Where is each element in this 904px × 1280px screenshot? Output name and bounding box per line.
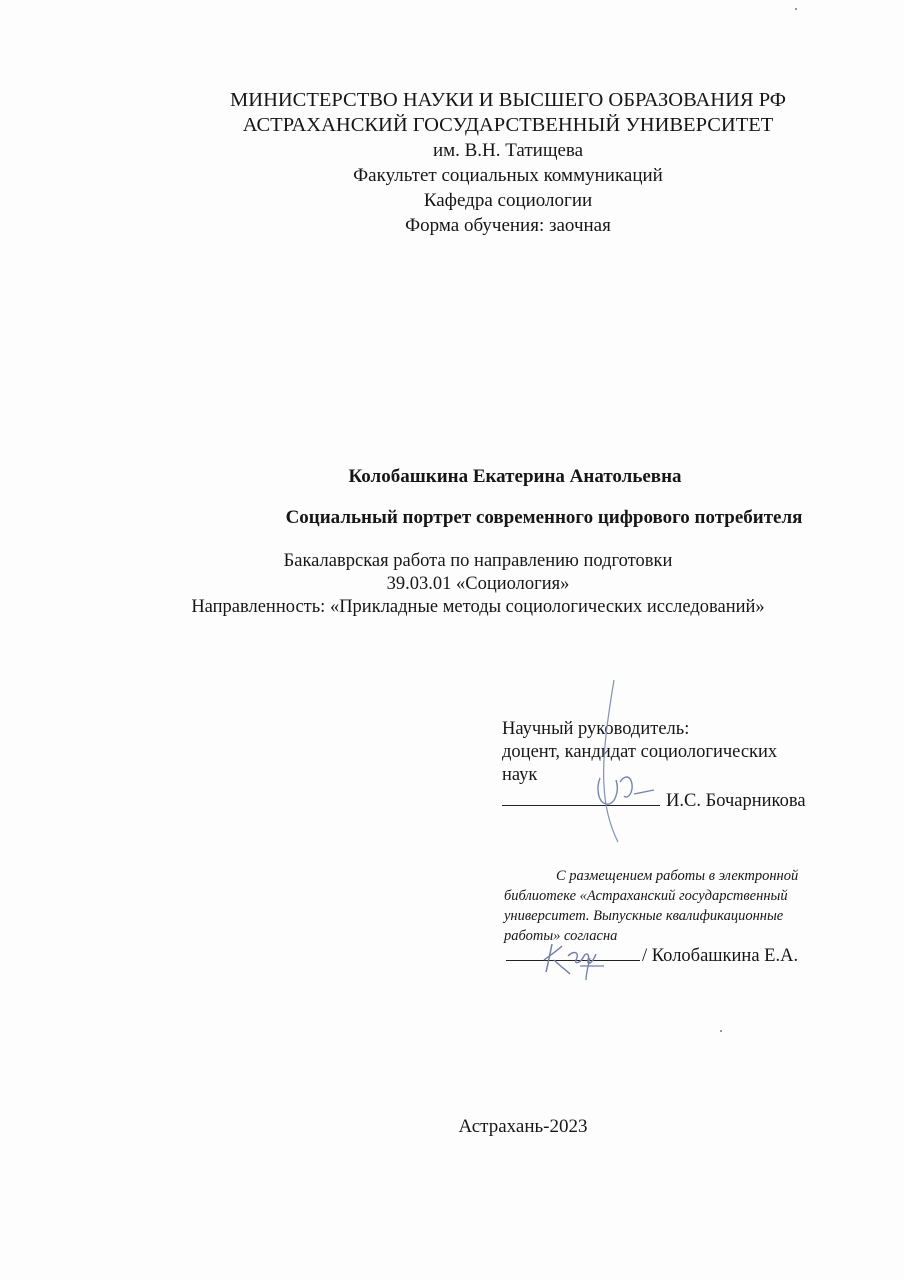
thesis-title: Социальный портрет современного цифрового потребителя <box>285 507 803 528</box>
department-line: Кафедра социологии <box>423 190 593 211</box>
university-line: АСТРАХАНСКИЙ ГОСУДАРСТВЕННЫЙ УНИВЕРСИТЕТ <box>242 114 774 136</box>
supervisor-position: доцент, кандидат социологических <box>502 742 778 762</box>
institution-header <box>0 88 904 238</box>
work-description <box>0 550 904 619</box>
supervisor-position-cont: наук <box>502 765 538 785</box>
ministry-line: МИНИСТЕРСТВО НАУКИ И ВЫСШЕГО ОБРАЗОВАНИЯ РФ <box>230 89 786 111</box>
supervisor-name: И.С. Бочарникова <box>666 791 806 811</box>
university-name-line: им. В.Н. Татищева <box>432 140 584 161</box>
supervisor-block <box>502 718 842 813</box>
consent-line-4: работы» согласна <box>504 928 618 944</box>
study-form-line: Форма обучения: заочная <box>405 215 611 236</box>
consent-signer: / Колобашкина Е.А. <box>642 946 799 966</box>
consent-block <box>504 866 834 946</box>
consent-line-1: С размещением работы в электронной <box>556 868 799 884</box>
consent-line-2: библиотеке «Астраханский государственный <box>504 888 788 904</box>
supervisor-label: Научный руководитель: <box>502 719 690 739</box>
supervisor-signature-line <box>502 787 660 806</box>
author-name: Колобашкина Екатерина Анатольевна <box>348 466 682 487</box>
scan-speck <box>795 8 797 10</box>
work-type-line: Бакалаврская работа по направлению подготовки <box>283 551 673 571</box>
faculty-line: Факультет социальных коммуникаций <box>353 165 663 186</box>
city-year: Астрахань-2023 <box>458 1116 588 1137</box>
program-code-line: 39.03.01 «Социология» <box>386 574 570 594</box>
scan-speck <box>720 1030 722 1032</box>
consent-signature-row <box>506 942 798 967</box>
consent-line-3: университет. Выпускные квалификационные <box>504 908 784 924</box>
specialization-line: Направленность: «Прикладные методы социологических исследований» <box>191 597 765 617</box>
consent-signature-line <box>506 942 640 961</box>
supervisor-signature-row <box>502 787 842 813</box>
